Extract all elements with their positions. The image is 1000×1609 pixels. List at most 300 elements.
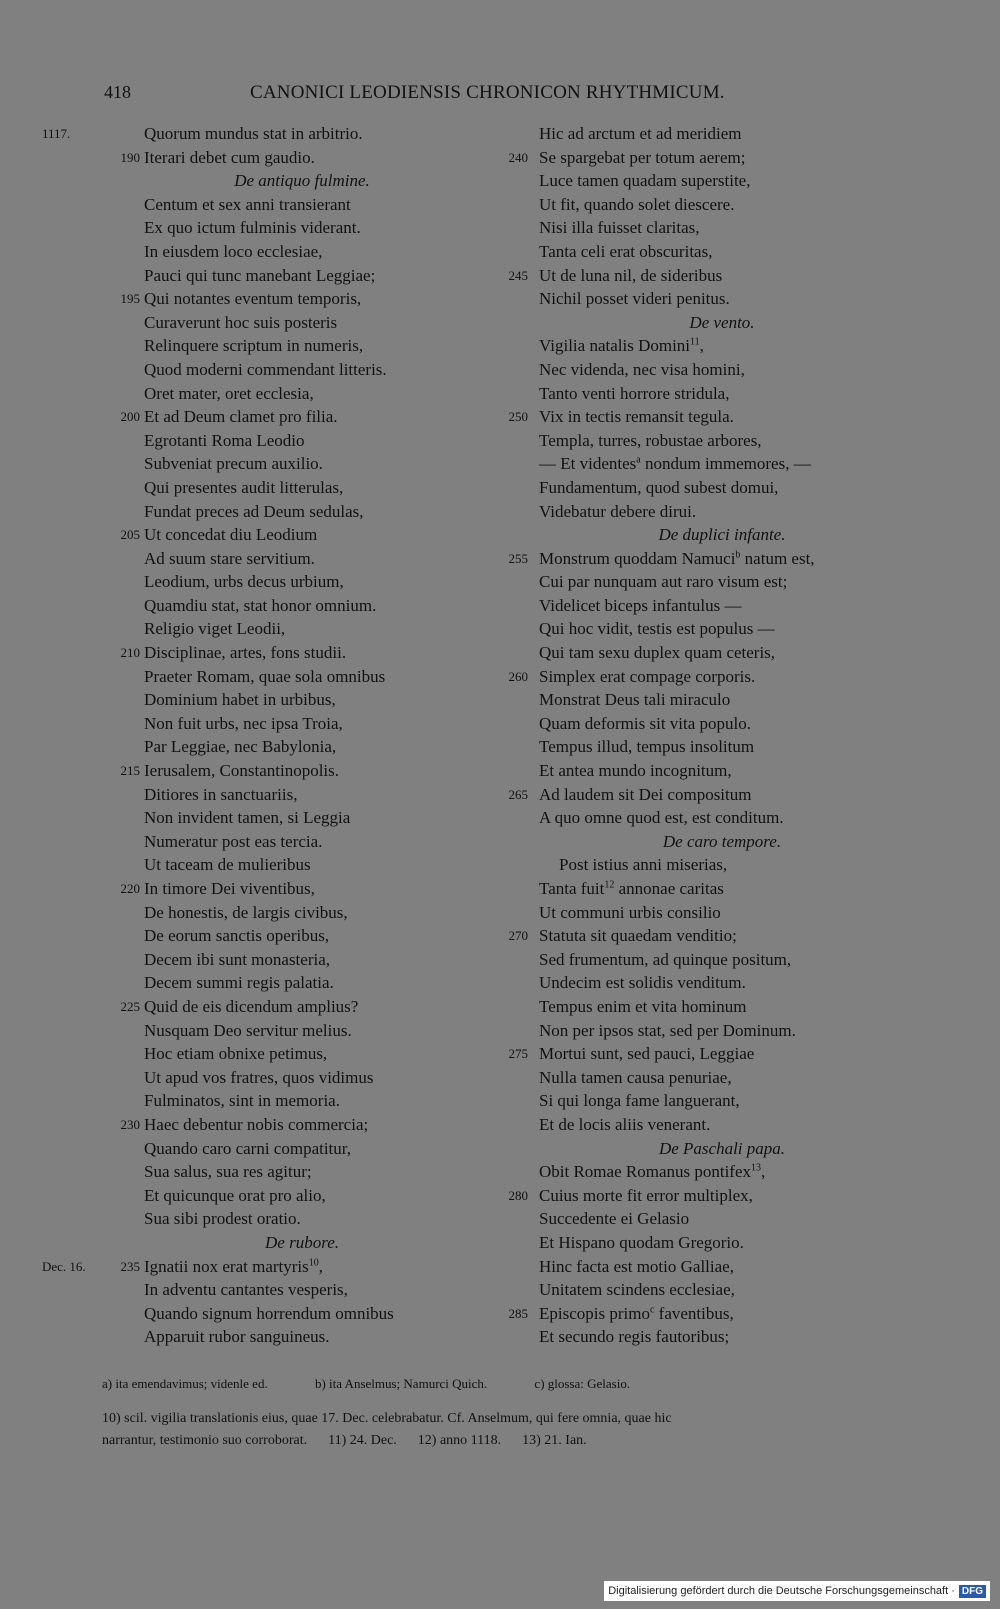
verse-line (492, 264, 912, 288)
verse-line (42, 830, 462, 854)
verse-text (144, 688, 336, 712)
verse-text-main: Ut communi urbis consilio (539, 902, 721, 922)
verse-line (492, 216, 912, 240)
verse-line (42, 334, 462, 358)
line-number: 200 (120, 409, 140, 425)
verse-line (492, 712, 912, 736)
verse-text-main: Qui tam sexu duplex quam ceteris, (539, 643, 776, 663)
verse-text-main: Nichil posset videri penitus. (539, 289, 730, 309)
verse-text (144, 877, 315, 901)
verse-text-main: Apparuit rubor sanguineus. (144, 1327, 330, 1347)
verse-text-main: Monstrat Deus tali miraculo (539, 690, 731, 710)
verse-text (144, 1089, 340, 1113)
dfg-credit-text: Digitalisierung gefördert durch die Deutsche Forschungsgemeinschaft · (608, 1585, 955, 1597)
verse-text-main: Numeratur post eas tercia. (144, 831, 323, 851)
left-column (42, 122, 462, 1349)
verse-text (144, 405, 338, 429)
verse-text-after: nondum immemores, — (640, 454, 811, 474)
verse-text-main: Ut de luna nil, de sideribus (539, 265, 723, 285)
verse-text-main: Ignatii nox erat martyris (144, 1256, 309, 1276)
verse-text-main: Vix in tectis remansit tegula. (539, 407, 734, 427)
verse-text (539, 594, 741, 618)
verse-text-main: Episcopis primo (539, 1303, 650, 1323)
verse-text-main: Et Hispano quodam Gregorio. (539, 1232, 744, 1252)
line-number: 255 (508, 550, 528, 566)
verse-text-main: Quorum mundus stat in arbitrio. (144, 124, 363, 143)
line-number: 260 (508, 668, 528, 684)
verse-text-after: natum est, (740, 548, 815, 568)
verse-line (492, 1113, 912, 1137)
verse-text-main: Ex quo ictum fulminis viderant. (144, 218, 361, 238)
verse-line (42, 1255, 462, 1279)
line-number: 275 (508, 1046, 528, 1062)
verse-line (492, 146, 912, 170)
verse-text-main: Et ad Deum clamet pro filia. (144, 407, 338, 427)
verse-line (492, 1019, 912, 1043)
verse-text (539, 405, 734, 429)
verse-line (42, 523, 462, 547)
verse-text-main: Mortui sunt, sed pauci, Leggiae (539, 1044, 755, 1064)
verse-line (492, 1042, 912, 1066)
verse-text-main: Ut concedat diu Leodium (144, 525, 318, 545)
verse-text (144, 830, 322, 854)
verse-text (539, 1278, 735, 1302)
verse-line (492, 806, 912, 830)
verse-text (539, 1066, 732, 1090)
verse-text (539, 1113, 710, 1137)
verse-text-main: Et antea mundo incognitum, (539, 761, 732, 781)
verse-text (539, 382, 729, 406)
verse-text (144, 193, 351, 217)
verse-line (42, 1113, 462, 1137)
verse-text-main: Tempus enim et vita hominum (539, 996, 747, 1016)
verse-text-after: annonae caritas (614, 879, 724, 898)
verse-text-main: Qui notantes eventum temporis, (144, 289, 362, 309)
margin-date: 1117. (42, 126, 71, 141)
verse-line (42, 971, 462, 995)
verse-text (539, 1255, 734, 1279)
section-heading (42, 169, 462, 193)
verse-line (42, 594, 462, 618)
verse-text (144, 146, 315, 170)
verse-line (492, 1066, 912, 1090)
verse-text-main: Par Leggiae, nec Babylonia, (144, 737, 337, 757)
verse-text-after: , (699, 336, 704, 356)
verse-text (144, 901, 348, 925)
verse-text-main: Fulminatos, sint in memoria. (144, 1091, 340, 1111)
verse-text (539, 1019, 796, 1043)
verse-text (539, 665, 755, 689)
verse-line (42, 995, 462, 1019)
verse-text (539, 783, 751, 807)
verse-text (144, 712, 343, 736)
section-heading (492, 311, 912, 335)
verse-line (42, 688, 462, 712)
verse-text (539, 712, 751, 736)
verse-text-main: Simplex erat compage corporis. (539, 666, 756, 686)
verse-line (42, 1160, 462, 1184)
verse-text (539, 547, 815, 571)
verse-text (539, 641, 775, 665)
verse-text-main: Et de locis aliis venerant. (539, 1114, 711, 1134)
verse-line (42, 1184, 462, 1208)
verse-line (492, 783, 912, 807)
verse-text (539, 429, 762, 453)
verse-line (492, 1302, 912, 1326)
verse-text-main: Hinc facta est motio Galliae, (539, 1256, 734, 1276)
footnote-marker: b (735, 549, 741, 561)
line-number: 245 (508, 267, 528, 283)
verse-text-main: Centum et sex anni transierant (144, 194, 351, 214)
verse-text-main: Tanta celi erat obscuritas, (539, 241, 713, 261)
verse-line (492, 1207, 912, 1231)
letter-footnotes (102, 1374, 882, 1394)
page-number: 418 (104, 82, 131, 102)
section-heading (492, 830, 912, 854)
verse-line (42, 641, 462, 665)
verse-line (42, 476, 462, 500)
verse-text-main: Templa, turres, robustae arbores, (539, 430, 762, 450)
verse-line (492, 382, 912, 406)
verse-text-main: Ad laudem sit Dei compositum (539, 784, 752, 804)
verse-text (144, 1137, 351, 1161)
verse-line (42, 1089, 462, 1113)
verse-text (144, 334, 363, 358)
line-number: 235 (120, 1258, 140, 1274)
verse-line (492, 877, 912, 901)
verse-text-main: Non fuit urbs, nec ipsa Troia, (144, 713, 343, 733)
verse-line (492, 169, 912, 193)
verse-text-main: Ut apud vos fratres, quos vidimus (144, 1067, 374, 1087)
footnote-b: b) ita Anselmus; Namurci Quich. (314, 1376, 488, 1391)
verse-text (144, 971, 334, 995)
verse-text (539, 570, 787, 594)
verse-line (42, 1325, 462, 1349)
verse-line (42, 429, 462, 453)
verse-text (539, 1207, 689, 1231)
verse-text (539, 122, 742, 146)
verse-line (42, 665, 462, 689)
verse-text (144, 570, 344, 594)
verse-text (144, 1255, 323, 1279)
verse-line (42, 264, 462, 288)
verse-text (539, 146, 745, 170)
verse-text (144, 382, 314, 406)
verse-text-main: Videlicet biceps infantulus — (539, 595, 742, 615)
line-number: 280 (508, 1187, 528, 1203)
verse-text-main: Quando caro carni compatitur, (144, 1138, 352, 1158)
verse-line (42, 712, 462, 736)
verse-text (539, 500, 696, 524)
verse-text (144, 547, 315, 571)
line-number: 205 (120, 527, 140, 543)
verse-line (492, 995, 912, 1019)
verse-text (144, 1066, 373, 1090)
verse-line (492, 594, 912, 618)
line-number: 230 (120, 1116, 140, 1132)
verse-text (144, 641, 346, 665)
verse-line (492, 641, 912, 665)
verse-line (42, 570, 462, 594)
verse-line (42, 240, 462, 264)
verse-text (539, 948, 791, 972)
verse-text (539, 735, 754, 759)
verse-text-main: Quid de eis dicendum amplius? (144, 996, 359, 1016)
verse-text (144, 1207, 301, 1231)
footnote-a: a) ita emendavimus; videnle ed. (102, 1376, 268, 1391)
verse-text-main: Praeter Romam, quae sola omnibus (144, 666, 386, 686)
verse-line (42, 382, 462, 406)
verse-line (492, 358, 912, 382)
verse-text (539, 995, 747, 1019)
verse-line (492, 1325, 912, 1349)
verse-text-main: A quo omne quod est, est conditum. (539, 808, 784, 828)
verse-text-main: Ierusalem, Constantinopolis. (144, 761, 340, 781)
verse-line (492, 500, 912, 524)
verse-text-main: Tanto venti horrore stridula, (539, 383, 730, 403)
verse-text (144, 1325, 330, 1349)
verse-text-main: Undecim est solidis venditum. (539, 973, 746, 993)
line-number: 195 (120, 291, 140, 307)
verse-text (144, 617, 285, 641)
verse-text-main: Hic ad arctum et ad meridiem (539, 124, 742, 143)
verse-line (492, 547, 912, 571)
verse-text-main: Ditiores in sanctuariis, (144, 784, 298, 804)
section-heading (492, 1137, 912, 1161)
section-heading (42, 1231, 462, 1255)
verse-text-main: Nisi illa fuisset claritas, (539, 218, 700, 238)
verse-text-main: Tanta fuit (539, 879, 605, 898)
line-number: 210 (120, 645, 140, 661)
verse-line (42, 146, 462, 170)
verse-text (144, 216, 361, 240)
verse-line (42, 452, 462, 476)
verse-text-main: Obit Romae Romanus pontifex (539, 1162, 752, 1182)
verse-text (144, 287, 361, 311)
verse-text-after: , (318, 1256, 324, 1276)
verse-line (42, 924, 462, 948)
verse-text-main: Vigilia natalis Domini (539, 336, 691, 356)
verse-text-main: Et quicunque orat pro alio, (144, 1185, 326, 1205)
verse-line (492, 122, 912, 146)
verse-text (539, 1160, 765, 1184)
verse-line (492, 287, 912, 311)
verse-text (144, 594, 376, 618)
verse-text (144, 924, 329, 948)
verse-text-main: Sua salus, sua res agitur; (144, 1162, 312, 1182)
verse-text-main: Iterari debet cum gaudio. (144, 147, 315, 167)
verse-line (42, 759, 462, 783)
verse-text (144, 948, 330, 972)
section-heading-text: De Paschali papa. (658, 1138, 786, 1158)
section-heading-text: De duplici infante. (658, 525, 786, 545)
verse-text-main: Statuta sit quaedam venditio; (539, 926, 737, 946)
verse-line (492, 924, 912, 948)
footnote-marker: 10 (308, 1256, 319, 1268)
verse-text (539, 924, 737, 948)
verse-line (492, 948, 912, 972)
verse-text-after: , (761, 1162, 766, 1182)
footnote-marker: 12 (604, 879, 615, 891)
footnotes (102, 1374, 882, 1452)
verse-text-main: Leodium, urbs decus urbium, (144, 572, 344, 592)
section-heading-text: De antiquo fulmine. (234, 171, 370, 191)
verse-text-main: De honestis, de largis civibus, (144, 902, 348, 922)
verse-line (42, 122, 462, 146)
verse-text (144, 806, 350, 830)
verse-text (539, 806, 784, 830)
verse-text-main: Et secundo regis fautoribus; (539, 1327, 730, 1347)
verse-text-main: Quando signum horrendum omnibus (144, 1303, 394, 1323)
verse-text-main: Disciplinae, artes, fons studii. (144, 643, 347, 663)
verse-text-main: Non invident tamen, si Leggia (144, 808, 351, 828)
verse-line (492, 901, 912, 925)
verse-text (539, 901, 721, 925)
verse-text (539, 617, 775, 641)
verse-line (492, 1184, 912, 1208)
verse-line (42, 783, 462, 807)
verse-text-main: Sua sibi prodest oratio. (144, 1209, 301, 1229)
verse-line (42, 405, 462, 429)
verse-text (539, 264, 722, 288)
verse-text (559, 853, 727, 877)
verse-text-main: Cuius morte fit error multiplex, (539, 1185, 753, 1205)
verse-text-main: De eorum sanctis operibus, (144, 926, 330, 946)
right-column (492, 122, 912, 1349)
verse-line (492, 665, 912, 689)
line-number: 215 (120, 763, 140, 779)
verse-text-main: In timore Dei viventibus, (144, 879, 315, 898)
verse-line (42, 311, 462, 335)
verse-line (42, 193, 462, 217)
verse-line (42, 1302, 462, 1326)
verse-line (492, 1160, 912, 1184)
verse-line (42, 877, 462, 901)
verse-text-main: Ad suum stare servitium. (144, 548, 315, 568)
verse-line (492, 1231, 912, 1255)
verse-text-main: Ut taceam de mulieribus (144, 855, 311, 875)
verse-text (539, 1042, 754, 1066)
verse-text (539, 877, 724, 901)
verse-line (492, 759, 912, 783)
verse-text-main: Ut fit, quando solet diescere. (539, 194, 735, 214)
verse-text (539, 216, 700, 240)
line-number: 250 (508, 409, 528, 425)
verse-line (492, 617, 912, 641)
verse-text-main: Hoc etiam obnixe petimus, (144, 1044, 328, 1064)
footnote-c: c) glossa: Gelasio. (534, 1376, 631, 1391)
verse-text-after: faventibus, (654, 1303, 734, 1323)
verse-line (492, 1089, 912, 1113)
verse-line (42, 1137, 462, 1161)
verse-line (42, 617, 462, 641)
verse-text (539, 1325, 729, 1349)
verse-text-main: Tempus illud, tempus insolitum (539, 737, 755, 757)
verse-text-main: Sed frumentum, ad quinque positum, (539, 949, 792, 969)
verse-text-main: Fundamentum, quod subest domui, (539, 477, 779, 497)
verse-text-main: Qui presentes audit litterulas, (144, 477, 344, 497)
verse-text-main: Pauci qui tunc manebant Leggiae; (144, 265, 376, 285)
footnote-marker: 11 (690, 336, 700, 348)
verse-text (144, 452, 323, 476)
verse-line (42, 806, 462, 830)
verse-text-main: Subveniat precum auxilio. (144, 454, 323, 474)
verse-line (492, 735, 912, 759)
verse-text-main: Si qui longa fame languerant, (539, 1091, 740, 1111)
verse-text (144, 240, 322, 264)
verse-text-main: In adventu cantantes vesperis, (144, 1280, 348, 1300)
verse-line (492, 240, 912, 264)
verse-text-main: Nusquam Deo servitur melius. (144, 1020, 352, 1040)
footnote-line-2: narrantur, testimonio suo corroborat. 11) 24. Dec. 12) anno 1118. 13) 21. Ian. (102, 1433, 587, 1448)
verse-line (42, 901, 462, 925)
verse-line (492, 1255, 912, 1279)
verse-text-main: Quamdiu stat, stat honor omnium. (144, 595, 377, 615)
verse-text (539, 1231, 744, 1255)
verse-text (144, 429, 305, 453)
verse-text (539, 287, 730, 311)
verse-line (42, 1019, 462, 1043)
footnote-marker: a (636, 454, 641, 466)
verse-text-main: Luce tamen quadam superstite, (539, 171, 751, 191)
section-heading-text: De rubore. (265, 1232, 339, 1252)
page-header (0, 80, 1000, 106)
verse-text-main: Egrotanti Roma Leodio (144, 430, 305, 450)
verse-text (144, 853, 311, 877)
line-number: 220 (120, 881, 140, 896)
footnote-marker: c (649, 1304, 655, 1316)
verse-text (144, 665, 385, 689)
verse-text-main: Dominium habet in urbibus, (144, 690, 336, 710)
verse-text (144, 759, 339, 783)
verse-text (144, 995, 358, 1019)
verse-text (144, 122, 363, 146)
verse-text (539, 452, 811, 476)
verse-text (144, 264, 375, 288)
verse-text (144, 1113, 368, 1137)
verse-text-main: In eiusdem loco ecclesiae, (144, 241, 323, 261)
verse-line (42, 547, 462, 571)
dfg-credit-bar (604, 1581, 990, 1601)
verse-line (42, 287, 462, 311)
verse-text (144, 1019, 352, 1043)
verse-line (42, 735, 462, 759)
verse-text-main: Videbatur debere dirui. (539, 501, 697, 521)
verse-text (144, 1042, 327, 1066)
dfg-logo: DFG (959, 1585, 986, 1598)
verse-text (539, 476, 778, 500)
line-number: 265 (508, 786, 528, 802)
verse-text (539, 193, 734, 217)
verse-line (492, 971, 912, 995)
verse-text (144, 1184, 326, 1208)
verse-line (492, 570, 912, 594)
verse-text (539, 1302, 734, 1326)
verse-line (492, 193, 912, 217)
verse-line (42, 500, 462, 524)
verse-line (42, 853, 462, 877)
verse-text-main: Monstrum quoddam Namuci (539, 548, 736, 568)
verse-line (492, 476, 912, 500)
verse-line (492, 405, 912, 429)
verse-text (539, 240, 712, 264)
verse-text-main: Succedente ei Gelasio (539, 1209, 690, 1229)
verse-line (42, 216, 462, 240)
section-heading-text: De caro tempore. (662, 831, 782, 851)
line-number: 225 (120, 998, 140, 1014)
section-heading-text: De vento. (689, 312, 755, 332)
verse-line (42, 1042, 462, 1066)
